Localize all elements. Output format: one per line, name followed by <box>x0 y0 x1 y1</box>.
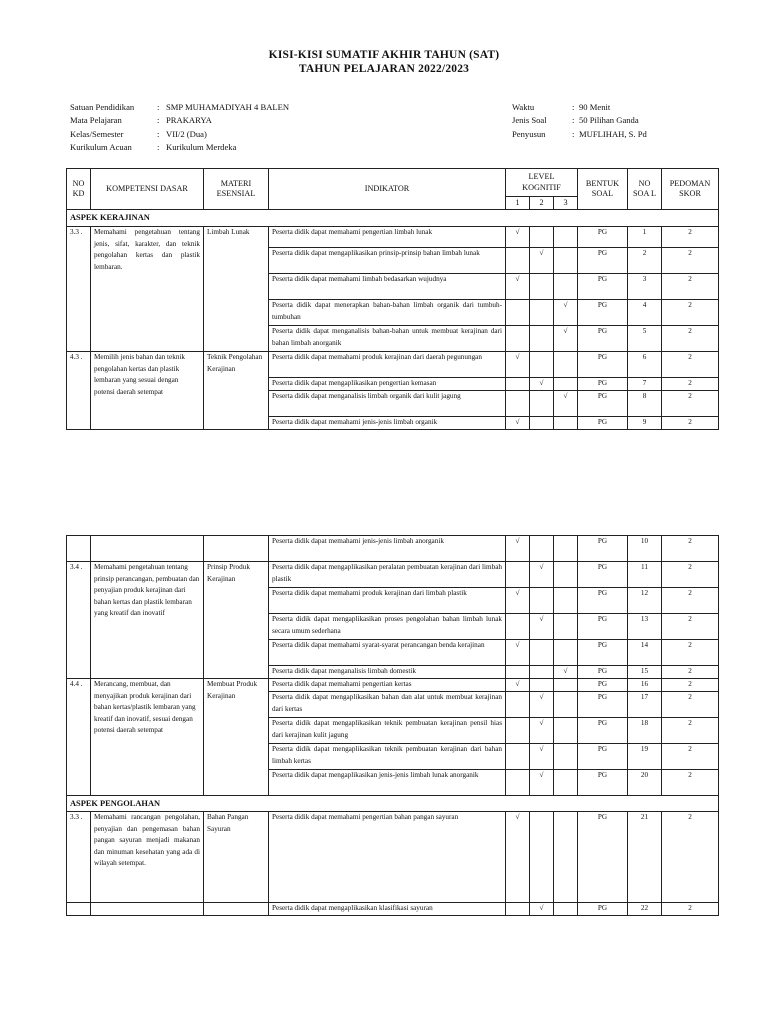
level-2-cell <box>530 588 554 614</box>
level-3-cell <box>554 248 578 274</box>
level-2-cell <box>530 679 554 692</box>
level-1-cell <box>506 391 530 417</box>
indikator-cell: Peserta didik dapat mengaplikasikan prinsip-prinsip bahan limbah lunak <box>269 248 506 274</box>
info-row <box>512 101 647 114</box>
info-label: Penyusun <box>512 128 546 139</box>
info-value: PRAKARYA <box>166 115 212 126</box>
level-1-cell: √ <box>506 536 530 562</box>
no-soal-cell: 4 <box>628 300 662 326</box>
info-sep: : <box>572 128 575 139</box>
bentuk-soal-cell: PG <box>578 903 628 916</box>
pedoman-skor-cell: 2 <box>662 417 719 430</box>
no-soal-cell: 6 <box>628 352 662 378</box>
header-no-kd: NO KD <box>67 169 91 210</box>
no-soal-cell: 3 <box>628 274 662 300</box>
indikator-cell: Peserta didik dapat mengaplikasikan bahan dan alat untuk membuat kerajinan dari kertas <box>269 692 506 718</box>
table-row <box>67 536 719 562</box>
materi-esensial: Teknik Pengolahan Kerajinan <box>204 352 269 430</box>
kd-number: 3.3 . <box>67 812 91 903</box>
level-2-cell <box>530 666 554 679</box>
pedoman-skor-cell: 2 <box>662 391 719 417</box>
table-row <box>67 812 719 903</box>
kompetensi-dasar: Memilih jenis bahan dan teknik pengolahan kertas dan plastik lembaran yang sesuai dengan potensi daerah setempat <box>91 352 204 430</box>
header-bentuk: BENTUK SOAL <box>578 169 628 210</box>
pedoman-skor-cell: 2 <box>662 588 719 614</box>
level-2-cell: √ <box>530 378 554 391</box>
kd-number <box>67 903 91 916</box>
bentuk-soal-cell: PG <box>578 391 628 417</box>
header-level-2: 2 <box>530 197 554 210</box>
no-soal-cell: 17 <box>628 692 662 718</box>
header-pedoman: PEDOMAN SKOR <box>662 169 719 210</box>
level-1-cell: √ <box>506 352 530 378</box>
pedoman-skor-cell: 2 <box>662 326 719 352</box>
pedoman-skor-cell: 2 <box>662 562 719 588</box>
info-label: Satuan Pendidikan <box>70 102 135 112</box>
kd-number: 3.4 . <box>67 562 91 679</box>
level-2-cell <box>530 300 554 326</box>
info-sep: : <box>157 102 160 112</box>
no-soal-cell: 12 <box>628 588 662 614</box>
level-2-cell: √ <box>530 562 554 588</box>
no-soal-cell: 7 <box>628 378 662 391</box>
pedoman-skor-cell: 2 <box>662 718 719 744</box>
level-1-cell <box>506 770 530 796</box>
materi-esensial: Limbah Lunak <box>204 227 269 352</box>
info-label: Waktu <box>512 102 535 112</box>
indikator-cell: Peserta didik dapat menganalisis limbah organik dari kulit jagung <box>269 391 506 417</box>
level-2-cell: √ <box>530 903 554 916</box>
level-3-cell <box>554 903 578 916</box>
level-3-cell <box>554 378 578 391</box>
bentuk-soal-cell: PG <box>578 378 628 391</box>
table-row <box>67 227 719 248</box>
bentuk-soal-cell: PG <box>578 536 628 562</box>
document-subtitle: TAHUN PELAJARAN 2022/2023 <box>298 63 470 75</box>
bentuk-soal-cell: PG <box>578 417 628 430</box>
kd-number <box>67 536 91 562</box>
info-sep: : <box>572 102 575 112</box>
pedoman-skor-cell: 2 <box>662 812 719 903</box>
header-level-1: 1 <box>506 197 530 210</box>
level-3-cell <box>554 718 578 744</box>
level-1-cell: √ <box>506 274 530 300</box>
no-soal-cell: 13 <box>628 614 662 640</box>
level-1-cell <box>506 718 530 744</box>
kisi-kisi-table-page2 <box>66 535 719 916</box>
indikator-cell: Peserta didik dapat memahami produk kerajinan dari limbah plastik <box>269 588 506 614</box>
bentuk-soal-cell: PG <box>578 640 628 666</box>
level-1-cell: √ <box>506 227 530 248</box>
info-sep: : <box>572 115 575 126</box>
document-title: KISI-KISI SUMATIF AKHIR TAHUN (SAT) <box>268 49 500 61</box>
indikator-cell: Peserta didik dapat memahami pengertian kertas <box>269 679 506 692</box>
bentuk-soal-cell: PG <box>578 718 628 744</box>
pedoman-skor-cell: 2 <box>662 666 719 679</box>
no-soal-cell: 20 <box>628 770 662 796</box>
kd-number: 4.3 . <box>67 352 91 430</box>
level-3-cell <box>554 274 578 300</box>
indikator-cell: Peserta didik dapat mengaplikasikan jenis-jenis limbah lunak anorganik <box>269 770 506 796</box>
bentuk-soal-cell: PG <box>578 770 628 796</box>
info-row <box>512 128 647 141</box>
no-soal-cell: 5 <box>628 326 662 352</box>
level-3-cell <box>554 679 578 692</box>
indikator-cell: Peserta didik dapat mengaplikasikan teknik pembuatan kerajinan pensil hias dari kerajinan kulit jagung <box>269 718 506 744</box>
level-1-cell <box>506 326 530 352</box>
indikator-cell: Peserta didik dapat memahami jenis-jenis limbah anorganik <box>269 536 506 562</box>
bentuk-soal-cell: PG <box>578 744 628 770</box>
info-value: MUFLIHAH, S. Pd <box>579 128 647 139</box>
info-label: Kurikulum Acuan <box>70 142 132 153</box>
info-value: SMP MUHAMADIYAH 4 BALEN <box>166 102 290 112</box>
header-level: LEVEL KOGNITIF <box>506 169 578 197</box>
level-3-cell <box>554 770 578 796</box>
header-indikator: INDIKATOR <box>269 169 506 210</box>
pedoman-skor-cell: 2 <box>662 227 719 248</box>
level-3-cell <box>554 536 578 562</box>
pedoman-skor-cell: 2 <box>662 300 719 326</box>
aspek-kerajinan: ASPEK KERAJINAN <box>67 210 719 227</box>
info-value: 50 Pilihan Ganda <box>579 115 639 126</box>
no-soal-cell: 22 <box>628 903 662 916</box>
pedoman-skor-cell: 2 <box>662 614 719 640</box>
materi-esensial: Membuat Produk Kerajinan <box>204 679 269 796</box>
no-soal-cell: 15 <box>628 666 662 679</box>
bentuk-soal-cell: PG <box>578 692 628 718</box>
no-soal-cell: 10 <box>628 536 662 562</box>
level-3-cell <box>554 562 578 588</box>
level-2-cell: √ <box>530 744 554 770</box>
indikator-cell: Peserta didik dapat mengaplikasikan proses pengolahan bahan limbah lunak secara umum sederhana <box>269 614 506 640</box>
aspek-pengolahan: ASPEK PENGOLAHAN <box>67 796 719 812</box>
level-2-cell: √ <box>530 718 554 744</box>
bentuk-soal-cell: PG <box>578 248 628 274</box>
kompetensi-dasar <box>91 903 204 916</box>
level-2-cell <box>530 640 554 666</box>
level-1-cell <box>506 903 530 916</box>
no-soal-cell: 19 <box>628 744 662 770</box>
level-1-cell <box>506 300 530 326</box>
kisi-kisi-table-page1 <box>66 168 719 430</box>
level-2-cell: √ <box>530 248 554 274</box>
no-soal-cell: 16 <box>628 679 662 692</box>
kompetensi-dasar <box>91 536 204 562</box>
info-row <box>70 114 289 127</box>
indikator-cell: Peserta didik dapat mengaplikasikan teknik pembuatan kerajinan dari bahan limbah kertas <box>269 744 506 770</box>
indikator-cell: Peserta didik dapat memahami produk kerajinan dari daerah pegunungan <box>269 352 506 378</box>
kompetensi-dasar: Memahami pengetahuan tentang jenis, sifat, karakter, dan teknik pengolahan kertas dan plastik lembaran. <box>91 227 204 352</box>
level-1-cell: √ <box>506 640 530 666</box>
level-2-cell: √ <box>530 692 554 718</box>
level-3-cell <box>554 352 578 378</box>
indikator-cell: Peserta didik dapat memahami jenis-jenis limbah organik <box>269 417 506 430</box>
bentuk-soal-cell: PG <box>578 588 628 614</box>
info-value: Kurikulum Merdeka <box>166 142 237 153</box>
level-2-cell: √ <box>530 770 554 796</box>
pedoman-skor-cell: 2 <box>662 248 719 274</box>
info-sep: : <box>157 128 160 139</box>
indikator-cell: Peserta didik dapat mengaplikasikan pengertian kemasan <box>269 378 506 391</box>
level-2-cell <box>530 536 554 562</box>
bentuk-soal-cell: PG <box>578 326 628 352</box>
level-1-cell: √ <box>506 812 530 903</box>
info-label: Kelas/Semester <box>70 128 124 139</box>
level-1-cell: √ <box>506 417 530 430</box>
pedoman-skor-cell: 2 <box>662 770 719 796</box>
materi-esensial <box>204 903 269 916</box>
indikator-cell: Peserta didik dapat menganalisis limbah domestik <box>269 666 506 679</box>
level-2-cell <box>530 352 554 378</box>
table-row <box>67 679 719 692</box>
kompetensi-dasar: Memahami rancangan pengolahan, penyajian dan pengemasan bahan pangan sayuran menjadi makanan dan minuman kesehatan yang ada di wilayah setempat. <box>91 812 204 903</box>
no-soal-cell: 2 <box>628 248 662 274</box>
indikator-cell: Peserta didik dapat mengaplikasikan peralatan pembuatan kerajinan dari limbah plastik <box>269 562 506 588</box>
indikator-cell: Peserta didik dapat menerapkan bahan-bahan limbah organik dari tumbuh-tumbuhan <box>269 300 506 326</box>
aspek-row <box>67 796 719 812</box>
pedoman-skor-cell: 2 <box>662 692 719 718</box>
no-soal-cell: 11 <box>628 562 662 588</box>
bentuk-soal-cell: PG <box>578 274 628 300</box>
bentuk-soal-cell: PG <box>578 812 628 903</box>
header-row <box>67 169 719 197</box>
info-sep: : <box>157 142 160 153</box>
no-soal-cell: 9 <box>628 417 662 430</box>
indikator-cell: Peserta didik dapat menganalisis bahan-bahan untuk membuat kerajinan dari bahan limbah anorganik <box>269 326 506 352</box>
info-row <box>70 128 289 141</box>
info-value: VII/2 (Dua) <box>166 128 207 139</box>
level-3-cell <box>554 588 578 614</box>
materi-esensial <box>204 536 269 562</box>
info-row <box>70 101 289 114</box>
level-1-cell <box>506 378 530 391</box>
level-3-cell <box>554 227 578 248</box>
no-soal-cell: 18 <box>628 718 662 744</box>
bentuk-soal-cell: PG <box>578 614 628 640</box>
materi-esensial: Bahan Pangan Sayuran <box>204 812 269 903</box>
bentuk-soal-cell: PG <box>578 666 628 679</box>
info-left <box>70 101 289 155</box>
kd-number: 3.3 . <box>67 227 91 352</box>
level-1-cell <box>506 666 530 679</box>
aspek-row <box>67 210 719 227</box>
no-soal-cell: 1 <box>628 227 662 248</box>
indikator-cell: Peserta didik dapat memahami syarat-syarat perancangan benda kerajinan <box>269 640 506 666</box>
level-3-cell <box>554 417 578 430</box>
info-value: 90 Menit <box>579 102 611 112</box>
table-row <box>67 352 719 378</box>
pedoman-skor-cell: 2 <box>662 640 719 666</box>
level-3-cell <box>554 744 578 770</box>
materi-esensial: Prinsip Produk Kerajinan <box>204 562 269 679</box>
no-soal-cell: 21 <box>628 812 662 903</box>
table-row <box>67 903 719 916</box>
level-1-cell: √ <box>506 679 530 692</box>
level-2-cell <box>530 417 554 430</box>
level-1-cell <box>506 744 530 770</box>
level-3-cell <box>554 692 578 718</box>
info-row <box>70 141 289 154</box>
pedoman-skor-cell: 2 <box>662 679 719 692</box>
level-1-cell <box>506 692 530 718</box>
no-soal-cell: 14 <box>628 640 662 666</box>
header-no-soal: NO SOA L <box>628 169 662 210</box>
indikator-cell: Peserta didik dapat memahami pengertian bahan pangan sayuran <box>269 812 506 903</box>
kd-number: 4.4 . <box>67 679 91 796</box>
pedoman-skor-cell: 2 <box>662 352 719 378</box>
indikator-cell: Peserta didik dapat memahami pengertian limbah lunak <box>269 227 506 248</box>
level-3-cell <box>554 812 578 903</box>
level-1-cell <box>506 562 530 588</box>
info-row <box>512 114 647 127</box>
bentuk-soal-cell: PG <box>578 352 628 378</box>
pedoman-skor-cell: 2 <box>662 903 719 916</box>
pedoman-skor-cell: 2 <box>662 536 719 562</box>
info-right <box>512 101 647 141</box>
level-2-cell <box>530 227 554 248</box>
bentuk-soal-cell: PG <box>578 300 628 326</box>
bentuk-soal-cell: PG <box>578 227 628 248</box>
level-1-cell <box>506 614 530 640</box>
indikator-cell: Peserta didik dapat memahami limbah bedasarkan wujudnya <box>269 274 506 300</box>
level-3-cell: √ <box>554 326 578 352</box>
no-soal-cell: 8 <box>628 391 662 417</box>
info-label: Jenis Soal <box>512 115 547 126</box>
level-2-cell <box>530 326 554 352</box>
bentuk-soal-cell: PG <box>578 679 628 692</box>
level-3-cell: √ <box>554 300 578 326</box>
level-1-cell <box>506 248 530 274</box>
pedoman-skor-cell: 2 <box>662 378 719 391</box>
level-3-cell: √ <box>554 391 578 417</box>
kompetensi-dasar: Merancang, membuat, dan menyajikan produk kerajinan dari bahan kertas/plastik lembaran yang kreatif dan inovatif, sesuai dengan potensi daerah setempat <box>91 679 204 796</box>
level-3-cell: √ <box>554 666 578 679</box>
level-3-cell <box>554 640 578 666</box>
level-2-cell <box>530 391 554 417</box>
pedoman-skor-cell: 2 <box>662 744 719 770</box>
level-3-cell <box>554 614 578 640</box>
info-label: Mata Pelajaran <box>70 115 122 126</box>
bentuk-soal-cell: PG <box>578 562 628 588</box>
level-2-cell <box>530 812 554 903</box>
header-materi: MATERI ESENSIAL <box>204 169 269 210</box>
level-1-cell: √ <box>506 588 530 614</box>
kompetensi-dasar: Memahami pengetahuan tentang prinsip perancangan, pembuatan dan penyajian produk kerajinan dari bahan kertas dan plastik lembaran yang kreatif dan inovatif <box>91 562 204 679</box>
pedoman-skor-cell: 2 <box>662 274 719 300</box>
indikator-cell: Peserta didik dapat mengaplikasikan klasifikasi sayuran <box>269 903 506 916</box>
level-2-cell <box>530 274 554 300</box>
info-sep: : <box>157 115 160 126</box>
header-kompetensi: KOMPETENSI DASAR <box>91 169 204 210</box>
header-level-3: 3 <box>554 197 578 210</box>
level-2-cell: √ <box>530 614 554 640</box>
table-row <box>67 562 719 588</box>
